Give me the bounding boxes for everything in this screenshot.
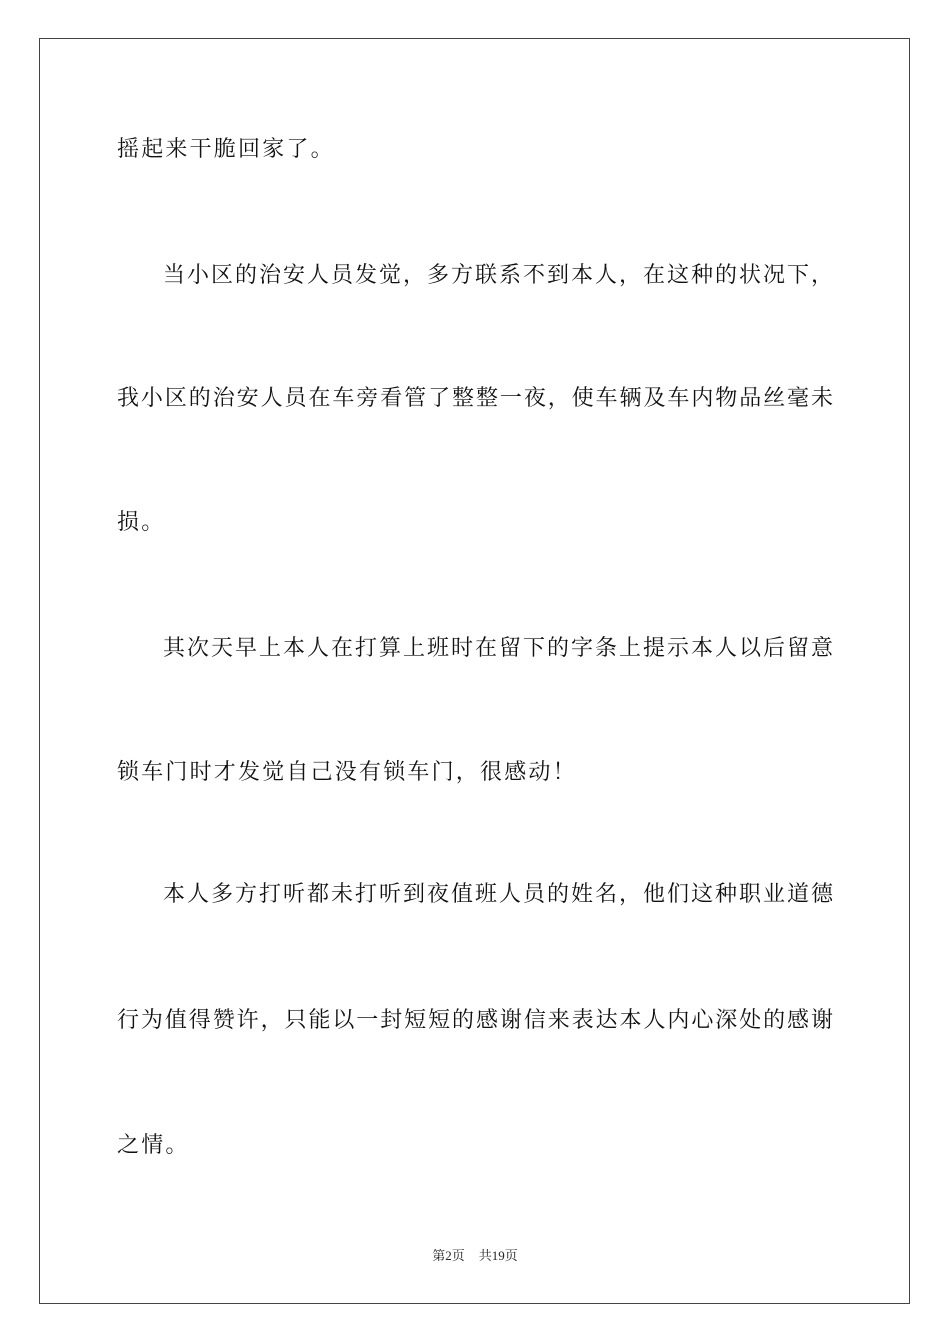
text-line-1: 摇起来干脆回家了。 [117,137,335,162]
text-line-2: 当小区的治安人员发觉，多方联系不到本人，在这种的状况下， [163,263,833,288]
text-line-3: 我小区的治安人员在车旁看管了整整一夜，使车辆及车内物品丝毫未 [117,386,833,411]
page-footer [0,1247,950,1265]
text-line-7: 本人多方打听都未打听到夜值班人员的姓名，他们这种职业道德 [163,882,833,907]
page-border [39,38,910,1304]
text-line-8: 行为值得赞许，只能以一封短短的感谢信来表达本人内心深处的感谢 [117,1008,833,1033]
text-line-6: 锁车门时才发觉自己没有锁车门，很感动！ [117,760,577,785]
page-number-current: 第2页 [432,1248,465,1263]
text-line-9: 之情。 [117,1133,190,1158]
text-line-4: 损。 [117,510,166,535]
page-number-total: 共19页 [478,1248,518,1263]
text-line-5: 其次天早上本人在打算上班时在留下的字条上提示本人以后留意 [163,636,833,661]
